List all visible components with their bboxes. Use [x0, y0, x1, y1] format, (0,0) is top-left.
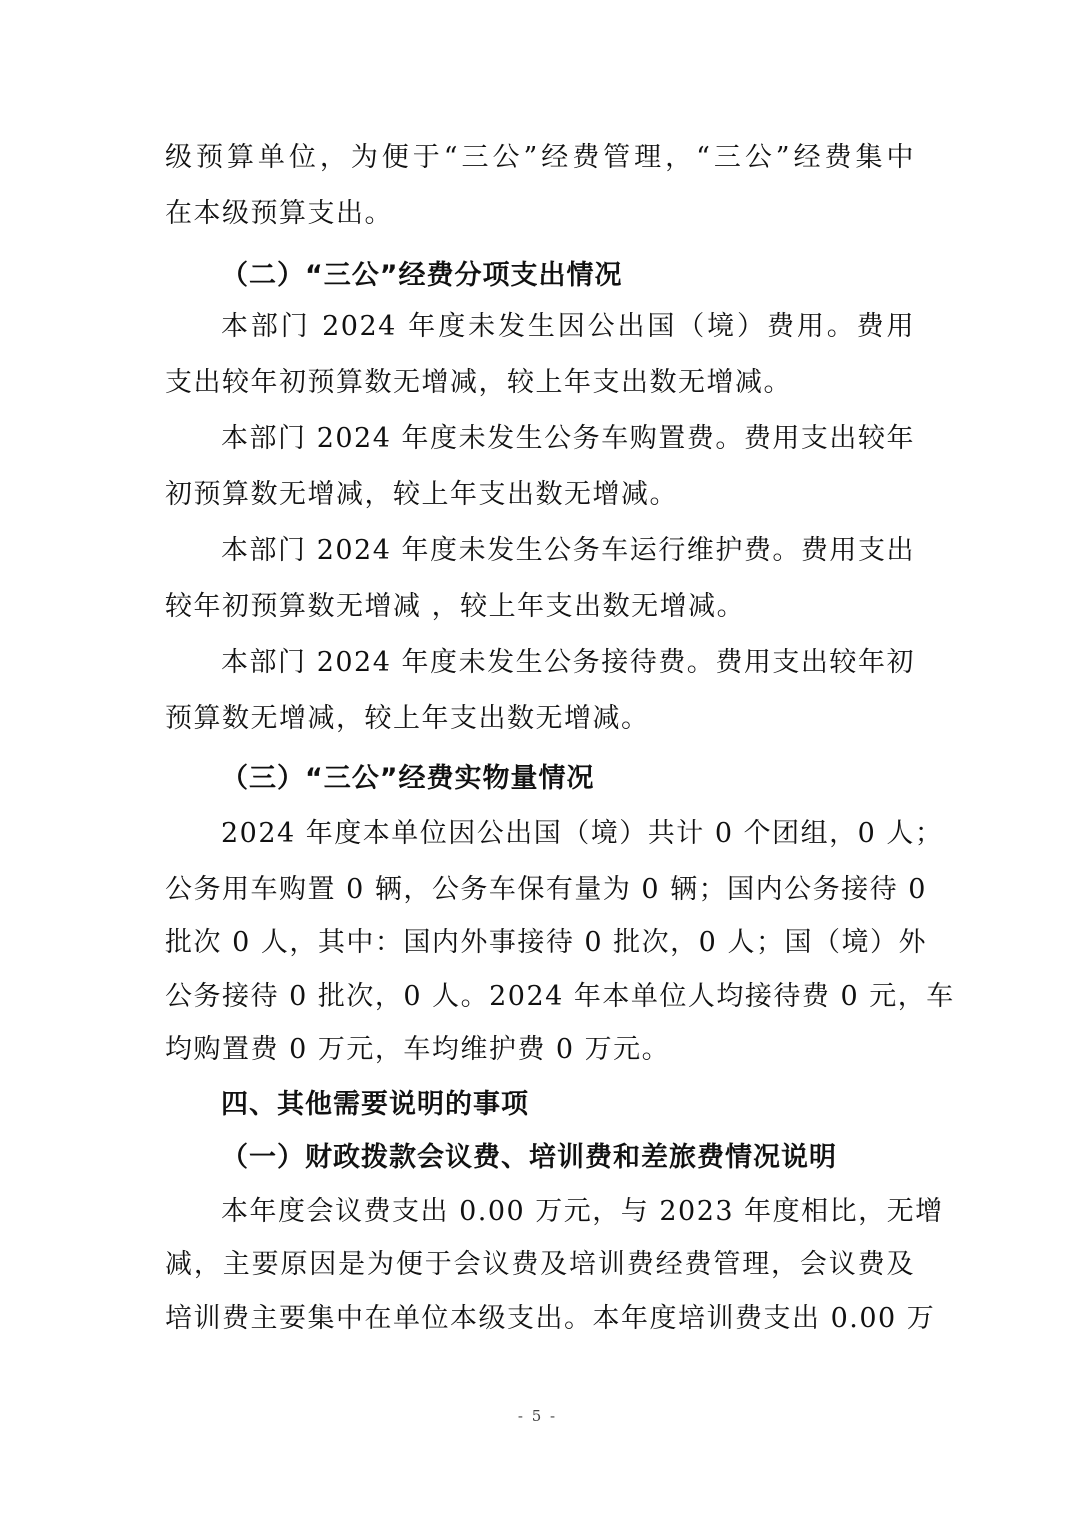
page-number: - 5 -: [517, 1407, 558, 1425]
body-text-line: 较年初预算数无增减 ，较上年支出数无增减。: [165, 591, 746, 622]
body-text-line: 初预算数无增减，较上年支出数无增减。: [165, 479, 678, 510]
body-text-line: 在本级预算支出。: [165, 198, 393, 229]
section-heading: （三）“三公”经费实物量情况: [221, 763, 595, 794]
section-heading: （二）“三公”经费分项支出情况: [221, 260, 623, 291]
body-text-line: 级预算单位，为便于“三公”经费管理，“三公”经费集中: [165, 142, 915, 173]
body-text-line: 均购置费 0 万元，车均维护费 0 万元。: [165, 1034, 671, 1065]
paragraph-first-line: 本部门 2024 年度未发生公务接待费。费用支出较年初: [221, 647, 915, 678]
paragraph-first-line: 本部门 2024 年度未发生因公出国（境）费用。费用: [221, 311, 915, 342]
body-text-line: 培训费主要集中在单位本级支出。本年度培训费支出 0.00 万: [165, 1303, 936, 1334]
body-text-line: 预算数无增减，较上年支出数无增减。: [165, 703, 650, 734]
body-text-line: 批次 0 人，其中：国内外事接待 0 批次，0 人；国（境）外: [165, 927, 927, 958]
body-text-line: 支出较年初预算数无增减，较上年支出数无增减。: [165, 367, 792, 398]
paragraph-first-line: 本年度会议费支出 0.00 万元，与 2023 年度相比，无增: [221, 1196, 944, 1227]
body-text-line: 公务接待 0 批次，0 人。2024 年本单位人均接待费 0 元，车: [165, 981, 955, 1012]
body-text-line: 减，主要原因是为便于会议费及培训费经费管理，会议费及: [165, 1249, 915, 1280]
paragraph-first-line: 2024 年度本单位因公出国（境）共计 0 个团组，0 人；: [221, 818, 944, 849]
section-heading: （一）财政拨款会议费、培训费和差旅费情况说明: [221, 1142, 837, 1173]
chapter-heading: 四、其他需要说明的事项: [221, 1089, 529, 1120]
paragraph-first-line: 本部门 2024 年度未发生公务车购置费。费用支出较年: [221, 423, 915, 454]
paragraph-first-line: 本部门 2024 年度未发生公务车运行维护费。费用支出: [221, 535, 915, 566]
body-text-line: 公务用车购置 0 辆，公务车保有量为 0 辆；国内公务接待 0: [165, 874, 927, 905]
